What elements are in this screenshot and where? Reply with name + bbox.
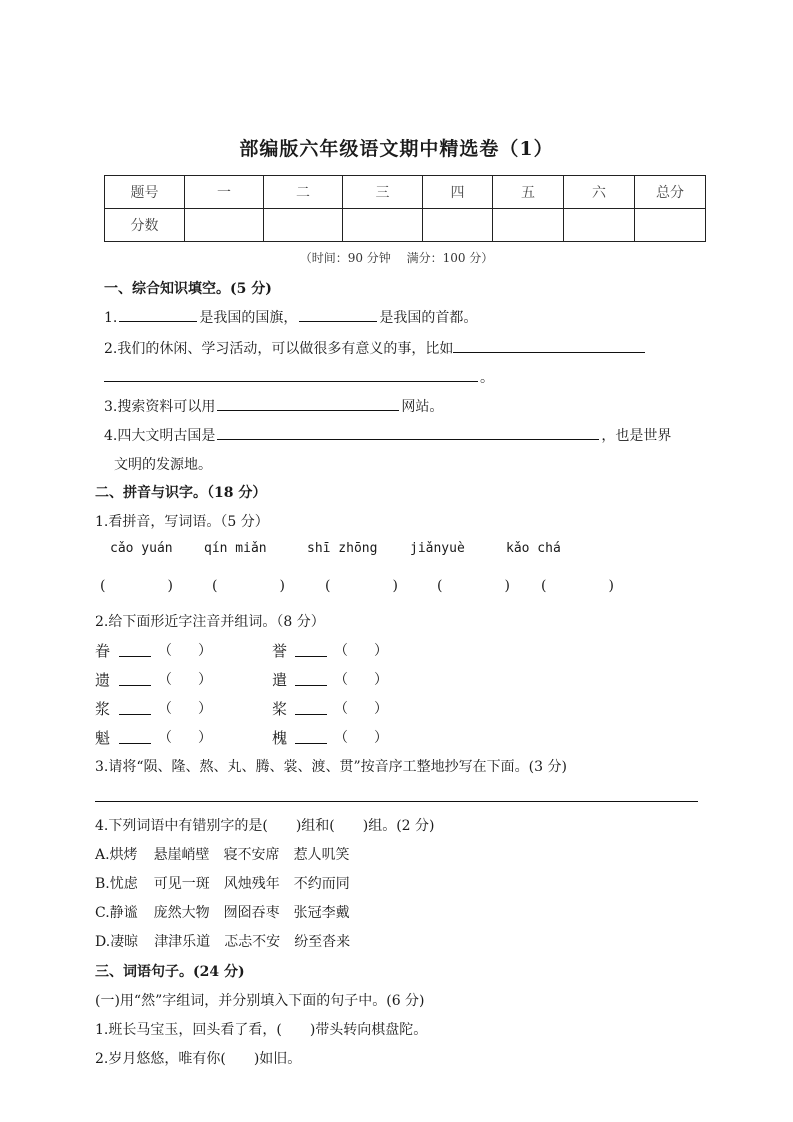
table-cell: 五	[493, 176, 564, 209]
section3-heading: 三、词语句子。(24 分)	[95, 964, 245, 980]
s3-sub1: (一)用“然”字组词，并分别填入下面的句子中。(6 分)	[95, 993, 425, 1009]
s2-q1: 1.看拼音，写词语。（5 分）	[95, 514, 269, 530]
char: 桨	[272, 700, 288, 718]
pinyin: jiǎnyuè	[410, 541, 465, 556]
blank-line[interactable]	[299, 307, 377, 322]
score-input-cell[interactable]	[493, 209, 564, 242]
score-table-score-row	[105, 209, 706, 242]
blank-line[interactable]	[119, 307, 197, 322]
q-text: 2.我们的休闲、学习活动，可以做很多有意义的事，比如	[104, 341, 454, 357]
s3-q2: 2.岁月悠悠，唯有你( )如旧。	[95, 1051, 302, 1067]
option-d: D.凄晾 津津乐道 忑忐不安 纷至沓来	[95, 934, 351, 950]
score-input-cell[interactable]	[185, 209, 264, 242]
answer-box[interactable]: ( )	[325, 578, 398, 594]
score-table-header-row	[105, 176, 706, 209]
answer-box[interactable]: ( )	[437, 578, 510, 594]
table-cell: 三	[343, 176, 423, 209]
section1-heading: 一、综合知识填空。(5 分)	[104, 281, 272, 297]
q-text: 是我国的国旗，	[199, 310, 298, 326]
answer-box[interactable]: ( )	[541, 578, 614, 594]
pinyin: cǎo yuán	[110, 541, 173, 556]
s1-q1	[104, 307, 477, 327]
table-cell: 四	[423, 176, 493, 209]
blank-line[interactable]	[295, 685, 327, 686]
s1-q2	[104, 338, 647, 358]
char: 浆	[95, 700, 111, 718]
option-b: B.忧虑 可见一斑 风烛残年 不约而同	[95, 876, 350, 892]
answer-line[interactable]	[95, 801, 698, 802]
score-input-cell[interactable]	[564, 209, 635, 242]
answer-box[interactable]: （ ）	[334, 701, 388, 717]
q-text: 。	[480, 370, 494, 386]
pinyin: qín miǎn	[204, 541, 267, 556]
answer-box[interactable]: （ ）	[334, 672, 388, 688]
blank-line[interactable]	[453, 338, 645, 353]
blank-line[interactable]	[217, 425, 599, 440]
char: 誉	[272, 642, 288, 660]
blank-line[interactable]	[104, 367, 478, 382]
q-text: 3.搜索资料可以用	[104, 399, 216, 415]
s3-q1: 1.班长马宝玉，回头看了看，( )带头转向棋盘陀。	[95, 1022, 428, 1038]
blank-line[interactable]	[119, 656, 151, 657]
q-text: 是我国的首都。	[379, 310, 478, 326]
s2-q4: 4.下列词语中有错别字的是( )组和( )组。(2 分)	[95, 818, 435, 834]
score-input-cell[interactable]	[635, 209, 706, 242]
q-text: 4.四大文明古国是	[104, 428, 216, 444]
blank-line[interactable]	[295, 714, 327, 715]
blank-line[interactable]	[119, 743, 151, 744]
score-input-cell[interactable]	[423, 209, 493, 242]
blank-line[interactable]	[119, 685, 151, 686]
table-cell: 六	[564, 176, 635, 209]
s1-q2-cont	[104, 367, 494, 387]
s2-q2: 2.给下面形近字注音并组词。（8 分）	[95, 614, 325, 630]
table-cell: 总分	[635, 176, 706, 209]
answer-box[interactable]: （ ）	[158, 643, 212, 659]
table-cell: 二	[264, 176, 343, 209]
char: 槐	[272, 729, 288, 747]
blank-line[interactable]	[217, 396, 399, 411]
option-a: A.烘烤 悬崖峭壁 寝不安席 惹人叽笑	[95, 847, 350, 863]
score-input-cell[interactable]	[264, 209, 343, 242]
page-title: 部编版六年级语文期中精选卷（1）	[239, 138, 554, 160]
s2-q3: 3.请将“陨、隆、熬、丸、腾、裳、渡、贯”按音序工整地抄写在下面。(3 分)	[95, 759, 567, 775]
table-cell: 一	[185, 176, 264, 209]
score-table	[104, 175, 706, 242]
answer-box[interactable]: （ ）	[334, 730, 388, 746]
blank-line[interactable]	[119, 714, 151, 715]
section2-heading: 二、拼音与识字。（18 分）	[95, 485, 267, 501]
q-text: ，也是世界	[601, 428, 672, 444]
char: 魁	[95, 729, 111, 747]
pinyin: shī zhōng	[307, 541, 378, 556]
answer-box[interactable]: ( )	[212, 578, 285, 594]
pinyin: kǎo chá	[506, 541, 561, 556]
q-text: 网站。	[401, 399, 444, 415]
char: 遗	[95, 671, 111, 689]
blank-line[interactable]	[295, 656, 327, 657]
s1-q3	[104, 396, 443, 416]
char: 眷	[95, 642, 111, 660]
score-input-cell[interactable]	[343, 209, 423, 242]
char: 遣	[272, 671, 288, 689]
blank-line[interactable]	[295, 743, 327, 744]
s1-q4	[104, 425, 671, 445]
answer-box[interactable]: （ ）	[158, 701, 212, 717]
table-cell: 题号	[105, 176, 185, 209]
table-cell: 分数	[105, 209, 185, 242]
answer-box[interactable]: （ ）	[158, 730, 212, 746]
option-c: C.静谧 庞然大物 囫囵吞枣 张冠李戴	[95, 905, 350, 921]
time-info: （时间：90 分钟 满分：100 分）	[299, 251, 494, 265]
s1-q4-cont: 文明的发源地。	[114, 457, 212, 473]
answer-box[interactable]: ( )	[100, 578, 173, 594]
answer-box[interactable]: （ ）	[334, 643, 388, 659]
answer-box[interactable]: （ ）	[158, 672, 212, 688]
q-number: 1.	[104, 310, 118, 326]
